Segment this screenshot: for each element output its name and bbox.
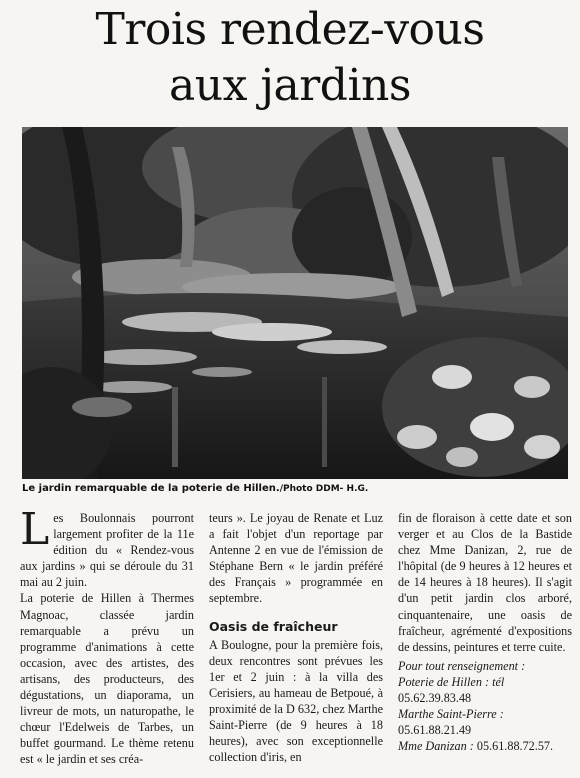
drop-cap: L bbox=[20, 504, 50, 555]
intro-text: es Boulonnais pourront largement profiter de la 11e édition du « Rendez-vous aux jardins » qui se déroule du 31 mai au 2 juin. bbox=[20, 511, 194, 590]
headline bbox=[0, 2, 580, 114]
contact-name: Marthe Saint-Pierre : bbox=[398, 707, 504, 722]
contact-line bbox=[398, 674, 572, 690]
subheading: Oasis de fraîcheur bbox=[209, 618, 338, 634]
article-column-1 bbox=[20, 504, 194, 768]
photo-caption bbox=[22, 482, 568, 496]
contact-name: Poterie de Hillen : tél bbox=[398, 674, 505, 689]
article-column-3 bbox=[398, 510, 572, 754]
caption-text: Le jardin remarquable de la poterie de Hillen. bbox=[22, 483, 280, 494]
article-paragraph-3a: A Boulogne, pour la première fois, deux rencontres sont prévues les 1er et 2 juin : à la villa des Cerisiers, au hameau de Betpoué, à proximité de la D 632, chez Marthe Saint-Pierre (de 9 heures à 18 heures), avec son exceptionnelle collection d'iris, en bbox=[209, 637, 383, 765]
headline-line-1: Trois rendez-vous bbox=[95, 4, 485, 55]
headline-line-2: aux jardins bbox=[169, 60, 411, 111]
contact-name: Mme Danizan : bbox=[398, 739, 474, 754]
article-paragraph-2a: La poterie de Hillen à Thermes Magnoac, classée jardin remarquable a prévu un programme d'animations à cette occasion, avec des artistes, des artisans, des producteurs, des dégustations, un diaporama, un livreur de mots, un naturopathe, le chœur l'Edelweis de Tarbes, un buffet gourmand. Le thème retenu est « le jardin et ses créa- bbox=[20, 591, 194, 767]
contact-phone: 05.62.39.83.48 bbox=[398, 691, 472, 706]
contact-line bbox=[398, 722, 572, 738]
article-paragraph-2b: teurs ». Le joyau de Renate et Luz a fait l'objet d'un reportage par Antenne 2 en vue de l'émission de Stéphane Bern « le jardin préféré des Français » programmée en septembre. bbox=[209, 511, 383, 606]
contact-line bbox=[398, 690, 572, 706]
garden-photo bbox=[22, 127, 568, 479]
contact-line bbox=[398, 706, 572, 722]
garden-photo-illustration bbox=[22, 127, 568, 479]
article-intro bbox=[20, 504, 194, 590]
article-paragraph-3b: fin de floraison à cette date et son verger et au Clos de la Bastide chez Mme Danizan, 2, rue de l'hôpital (de 9 heures à 12 heures et de 14 heures à 18 heures). Il s'agit d'un petit jardin clos arboré, cinquantenaire, une oasis de fraîcheur, agrémenté d'expositions de dessins, peintures et terre cuite. bbox=[398, 511, 572, 654]
info-title: Pour tout renseignement : bbox=[398, 658, 526, 673]
contact-phone: 05.61.88.72.57. bbox=[476, 739, 554, 754]
article-column-2 bbox=[209, 510, 383, 765]
contact-line bbox=[398, 738, 572, 754]
photo-credit: /Photo DDM- H.G. bbox=[279, 484, 369, 494]
contact-phone: 05.61.88.21.49 bbox=[398, 723, 472, 738]
